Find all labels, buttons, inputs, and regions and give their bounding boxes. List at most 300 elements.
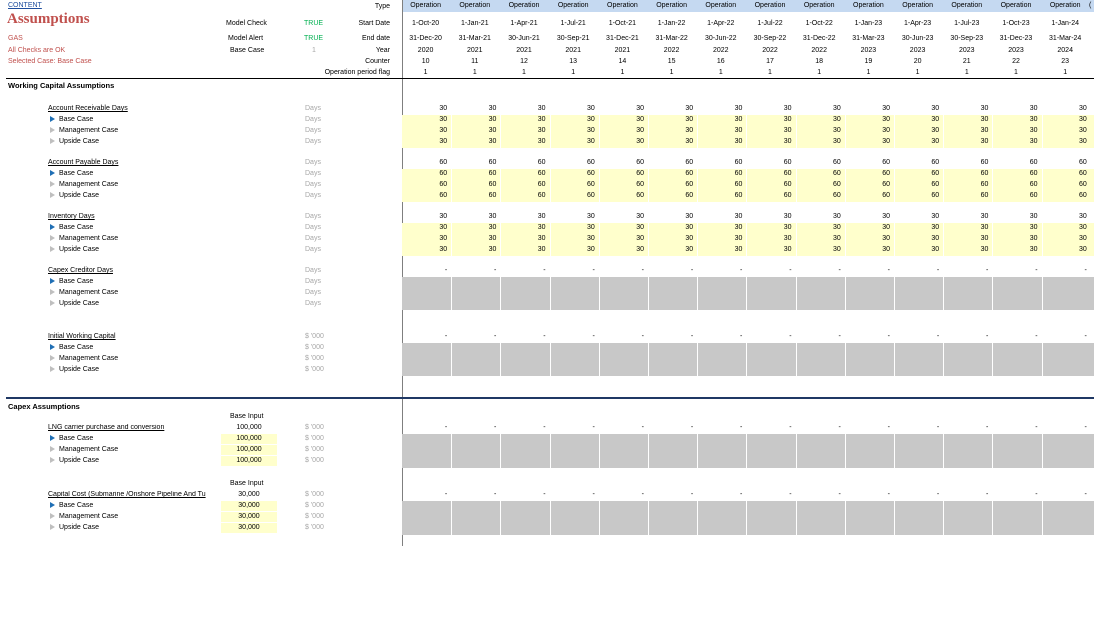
case-value-cell[interactable]: 30 bbox=[1078, 116, 1087, 123]
case-value-cell[interactable]: 60 bbox=[537, 181, 546, 188]
case-value-cell[interactable]: 60 bbox=[537, 192, 546, 199]
case-value-cell[interactable]: 30 bbox=[537, 246, 546, 253]
case-value-cell[interactable]: 30 bbox=[832, 127, 841, 134]
cell-gridline bbox=[648, 169, 649, 202]
case-value-cell[interactable]: 30 bbox=[1029, 246, 1038, 253]
column-end-date: 30-Sep-21 bbox=[556, 35, 590, 42]
case-value-cell[interactable]: 30 bbox=[636, 246, 644, 253]
wc-value-cell: 60 bbox=[586, 159, 595, 166]
wc-value-cell: 30 bbox=[931, 105, 940, 112]
case-value-cell[interactable]: 30 bbox=[832, 138, 841, 145]
case-value-cell[interactable]: 60 bbox=[439, 181, 448, 188]
case-value-cell[interactable]: 30 bbox=[980, 127, 989, 134]
case-value-cell[interactable]: 60 bbox=[1029, 192, 1038, 199]
cell-gridline bbox=[1042, 277, 1043, 310]
column-start-date: 1-Apr-23 bbox=[903, 20, 932, 27]
case-arrow-icon bbox=[50, 127, 55, 133]
wc-value-cell: 60 bbox=[685, 159, 694, 166]
cell-gridline bbox=[550, 434, 551, 468]
case-value-cell[interactable]: 30 bbox=[931, 138, 940, 145]
case-value-cell[interactable]: 30 bbox=[931, 246, 940, 253]
case-value-cell[interactable]: 30 bbox=[636, 224, 644, 231]
cell-gridline bbox=[894, 223, 895, 256]
case-value-cell[interactable]: 60 bbox=[980, 170, 989, 177]
column-type: Operation bbox=[902, 2, 933, 9]
column-year: 2023 bbox=[958, 47, 975, 54]
case-value-cell[interactable]: 60 bbox=[832, 192, 841, 199]
unit-label: $ '000 bbox=[305, 491, 324, 498]
capex-value-cell: - bbox=[1084, 491, 1087, 498]
case-value-cell[interactable]: 30 bbox=[1029, 127, 1038, 134]
case-value-cell[interactable]: 60 bbox=[685, 170, 694, 177]
case-value-cell[interactable]: 30 bbox=[980, 116, 989, 123]
column-operation-flag: 1 bbox=[1014, 69, 1018, 76]
content-link[interactable]: CONTENT bbox=[8, 2, 42, 9]
case-row-label[interactable] bbox=[50, 289, 118, 296]
unit-label: $ '000 bbox=[305, 355, 324, 362]
case-value-cell[interactable]: 30 bbox=[734, 246, 743, 253]
case-value-cell[interactable]: 60 bbox=[734, 192, 743, 199]
cell-gridline bbox=[451, 115, 452, 148]
cell-gridline bbox=[648, 434, 649, 468]
scenario-label: GAS bbox=[8, 35, 23, 42]
unit-label: Days bbox=[305, 159, 321, 166]
case-value-cell[interactable]: 60 bbox=[931, 181, 940, 188]
case-name: Management Case bbox=[59, 127, 119, 134]
case-value-cell[interactable]: 60 bbox=[734, 181, 743, 188]
case-value-cell[interactable]: 30 bbox=[931, 116, 940, 123]
case-name: Management Case bbox=[59, 513, 119, 520]
case-value-cell[interactable]: 60 bbox=[832, 170, 841, 177]
case-row-label[interactable] bbox=[50, 446, 118, 453]
unit-label: $ '000 bbox=[305, 333, 324, 340]
column-year: 2021 bbox=[466, 47, 483, 54]
wc-value-cell: - bbox=[641, 267, 644, 274]
base-case-value[interactable]: 1 bbox=[312, 47, 316, 54]
capex-value-cell: - bbox=[444, 491, 448, 498]
column-counter: 20 bbox=[913, 58, 922, 65]
case-name: Base Case bbox=[59, 344, 94, 351]
column-year: 2023 bbox=[909, 47, 926, 54]
case-value-cell[interactable]: 30 bbox=[685, 138, 694, 145]
unit-label: Days bbox=[305, 170, 321, 177]
case-value-cell[interactable]: 30 bbox=[931, 127, 940, 134]
cell-gridline bbox=[451, 223, 452, 256]
case-value-cell[interactable]: 60 bbox=[1078, 181, 1087, 188]
wc-value-cell: - bbox=[690, 267, 694, 274]
case-row-label[interactable] bbox=[50, 224, 93, 231]
case-value-cell[interactable]: 30 bbox=[832, 235, 841, 242]
cell-gridline bbox=[500, 501, 501, 535]
wc-value-cell: - bbox=[887, 333, 890, 340]
case-row-label[interactable] bbox=[50, 366, 99, 373]
case-value-cell[interactable]: 60 bbox=[439, 170, 448, 177]
case-value-cell[interactable]: 60 bbox=[636, 192, 644, 199]
cell-gridline bbox=[500, 223, 501, 256]
case-value-cell[interactable]: 30 bbox=[439, 246, 448, 253]
capex-value-cell: - bbox=[1035, 424, 1038, 431]
selected-case-status: Selected Case: Base Case bbox=[8, 58, 92, 65]
case-row-label[interactable] bbox=[50, 246, 99, 253]
cell-gridline bbox=[1042, 169, 1043, 202]
case-value-cell[interactable]: 60 bbox=[783, 181, 792, 188]
case-value-cell[interactable]: 30 bbox=[488, 138, 497, 145]
cell-gridline bbox=[796, 223, 797, 256]
cell-gridline bbox=[992, 434, 993, 468]
column-operation-flag: 1 bbox=[472, 69, 477, 76]
capex-value-cell: - bbox=[641, 424, 644, 431]
case-value-cell[interactable]: 30 bbox=[488, 235, 497, 242]
wc-group-title: Account Receivable Days bbox=[48, 105, 128, 112]
cell-gridline bbox=[550, 501, 551, 535]
column-year: 2020 bbox=[417, 47, 434, 54]
cell-gridline bbox=[894, 169, 895, 202]
case-value-cell[interactable]: 60 bbox=[586, 192, 595, 199]
column-counter: 11 bbox=[471, 58, 479, 65]
cell-gridline bbox=[697, 277, 698, 310]
case-value-cell[interactable]: 30 bbox=[1078, 224, 1087, 231]
wc-value-cell: 30 bbox=[832, 213, 841, 220]
cell-gridline bbox=[451, 169, 452, 202]
case-value-cell[interactable]: 30 bbox=[734, 138, 743, 145]
cell-gridline bbox=[451, 277, 452, 310]
wc-value-cell: - bbox=[986, 333, 989, 340]
column-year: 2021 bbox=[565, 47, 581, 54]
cell-gridline bbox=[697, 223, 698, 256]
wc-group-title: Initial Working Capital bbox=[48, 333, 116, 340]
case-input-field[interactable]: 30,000 bbox=[221, 501, 277, 511]
case-value-cell[interactable]: 60 bbox=[882, 181, 890, 188]
wc-value-cell: 60 bbox=[931, 159, 940, 166]
case-value-cell[interactable]: 30 bbox=[586, 235, 595, 242]
case-value-cell[interactable]: 60 bbox=[537, 170, 546, 177]
case-value-cell[interactable]: 30 bbox=[882, 116, 890, 123]
selected-case-arrow-icon bbox=[50, 435, 55, 441]
case-value-cell[interactable]: 60 bbox=[931, 192, 940, 199]
wc-value-cell: - bbox=[1035, 333, 1038, 340]
case-value-cell[interactable]: 30 bbox=[1029, 224, 1038, 231]
case-value-cell[interactable]: 60 bbox=[1078, 170, 1087, 177]
case-value-cell[interactable]: 60 bbox=[980, 192, 989, 199]
case-value-cell[interactable]: 30 bbox=[586, 224, 595, 231]
case-row-label[interactable] bbox=[50, 192, 99, 199]
cell-gridline bbox=[943, 343, 944, 376]
case-input-band[interactable] bbox=[402, 501, 1094, 535]
case-value-cell[interactable]: 30 bbox=[439, 235, 448, 242]
case-value-cell[interactable]: 60 bbox=[439, 192, 448, 199]
case-value-cell[interactable]: 30 bbox=[685, 116, 694, 123]
case-value-cell[interactable]: 30 bbox=[586, 116, 595, 123]
case-row-label[interactable] bbox=[50, 300, 99, 307]
cell-gridline bbox=[697, 434, 698, 468]
case-value-cell[interactable]: 30 bbox=[882, 138, 890, 145]
unit-label: Days bbox=[305, 192, 321, 199]
cell-gridline bbox=[796, 277, 797, 310]
case-row-label[interactable] bbox=[50, 127, 118, 134]
cell-gridline bbox=[599, 501, 600, 535]
column-start-date: 1-Apr-21 bbox=[510, 20, 538, 27]
column-end-date: 31-Mar-21 bbox=[458, 35, 491, 42]
wc-value-cell: - bbox=[690, 333, 694, 340]
wc-value-cell: - bbox=[740, 267, 743, 274]
capex-value-cell: - bbox=[543, 491, 546, 498]
case-name: Upside Case bbox=[59, 246, 100, 253]
case-input-field[interactable]: 100,000 bbox=[221, 445, 277, 455]
case-value-cell[interactable]: 60 bbox=[586, 181, 595, 188]
case-row-label[interactable] bbox=[50, 502, 93, 509]
case-value-cell[interactable]: 30 bbox=[734, 127, 743, 134]
cell-gridline bbox=[943, 434, 944, 468]
case-value-cell[interactable]: 60 bbox=[1078, 192, 1087, 199]
capex-value-cell: - bbox=[592, 491, 595, 498]
column-start-date: 1-Oct-22 bbox=[805, 20, 833, 27]
case-name: Base Case bbox=[59, 224, 94, 231]
cell-gridline bbox=[648, 115, 649, 148]
case-value-cell[interactable]: 30 bbox=[734, 235, 743, 242]
cell-gridline bbox=[697, 343, 698, 376]
case-value-cell[interactable]: 30 bbox=[882, 127, 890, 134]
case-value-cell[interactable]: 30 bbox=[734, 116, 743, 123]
case-value-cell[interactable]: 30 bbox=[685, 246, 694, 253]
case-value-cell[interactable]: 30 bbox=[980, 235, 989, 242]
cell-gridline bbox=[451, 501, 452, 535]
wc-group-title: Account Payable Days bbox=[48, 159, 119, 166]
cell-gridline bbox=[599, 277, 600, 310]
case-value-cell[interactable]: 60 bbox=[931, 170, 940, 177]
case-value-cell[interactable]: 30 bbox=[832, 224, 841, 231]
case-value-cell[interactable]: 30 bbox=[783, 138, 792, 145]
case-value-cell[interactable]: 30 bbox=[931, 224, 940, 231]
case-value-cell[interactable]: 60 bbox=[1029, 181, 1038, 188]
case-value-cell[interactable]: 60 bbox=[586, 170, 595, 177]
case-row-label[interactable] bbox=[50, 355, 118, 362]
selected-case-arrow-icon bbox=[50, 502, 55, 508]
column-operation-flag: 1 bbox=[669, 69, 674, 76]
case-value-cell[interactable]: 60 bbox=[636, 181, 644, 188]
column-operation-flag: 1 bbox=[522, 69, 526, 76]
case-value-cell[interactable]: 30 bbox=[1078, 235, 1087, 242]
column-counter: 15 bbox=[667, 58, 676, 65]
case-value-cell[interactable]: 60 bbox=[488, 192, 497, 199]
case-value-cell[interactable]: 30 bbox=[636, 235, 644, 242]
cell-gridline bbox=[697, 169, 698, 202]
wc-value-cell: 30 bbox=[783, 213, 792, 220]
cell-gridline bbox=[746, 343, 747, 376]
case-row-label[interactable] bbox=[50, 138, 99, 145]
wc-value-cell: 30 bbox=[931, 213, 940, 220]
case-value-cell[interactable]: 30 bbox=[439, 116, 448, 123]
selected-case-arrow-icon bbox=[50, 278, 55, 284]
cell-gridline bbox=[796, 169, 797, 202]
capex-value-cell: - bbox=[936, 424, 940, 431]
capex-value-cell: - bbox=[494, 491, 497, 498]
column-year: 2023 bbox=[860, 47, 877, 54]
column-counter: 18 bbox=[815, 58, 824, 65]
cell-gridline bbox=[550, 223, 551, 256]
case-row-label[interactable] bbox=[50, 116, 93, 123]
case-value-cell[interactable]: 60 bbox=[636, 170, 644, 177]
column-end-date: 31-Dec-22 bbox=[802, 35, 836, 42]
case-row-label[interactable] bbox=[50, 435, 93, 442]
unit-label: $ '000 bbox=[305, 424, 324, 431]
case-input-band[interactable] bbox=[402, 343, 1094, 376]
capex-value-cell: - bbox=[936, 491, 940, 498]
case-value-cell[interactable]: 30 bbox=[783, 235, 792, 242]
case-input-field[interactable]: 100,000 bbox=[221, 434, 277, 444]
case-value-cell[interactable]: 30 bbox=[783, 116, 792, 123]
case-row-label[interactable] bbox=[50, 344, 93, 351]
case-value-cell[interactable]: 30 bbox=[488, 246, 497, 253]
case-value-cell[interactable]: 30 bbox=[1078, 127, 1087, 134]
capex-value-cell: - bbox=[1084, 424, 1087, 431]
case-value-cell[interactable]: 30 bbox=[439, 127, 448, 134]
column-start-date: 1-Jan-23 bbox=[854, 20, 883, 27]
case-value-cell[interactable]: 30 bbox=[685, 224, 694, 231]
case-value-cell[interactable]: 30 bbox=[488, 116, 497, 123]
case-value-cell[interactable]: 30 bbox=[1078, 246, 1087, 253]
unit-label: $ '000 bbox=[305, 366, 324, 373]
case-name: Base Case bbox=[59, 502, 94, 509]
cell-gridline bbox=[599, 434, 600, 468]
case-value-cell[interactable]: 30 bbox=[537, 127, 546, 134]
case-value-cell[interactable]: 60 bbox=[783, 170, 792, 177]
case-value-cell[interactable]: 30 bbox=[636, 127, 644, 134]
wc-value-cell: 30 bbox=[439, 105, 448, 112]
wc-value-cell: 60 bbox=[783, 159, 792, 166]
case-value-cell[interactable]: 60 bbox=[488, 181, 497, 188]
cell-gridline bbox=[943, 277, 944, 310]
column-type: Operation bbox=[754, 2, 786, 9]
unit-label: Days bbox=[305, 267, 321, 274]
case-name: Management Case bbox=[59, 446, 119, 453]
case-value-cell[interactable]: 30 bbox=[586, 138, 595, 145]
cell-gridline bbox=[500, 277, 501, 310]
case-row-label[interactable] bbox=[50, 278, 93, 285]
case-value-cell[interactable]: 30 bbox=[488, 127, 497, 134]
column-start-date: 1-Apr-22 bbox=[707, 20, 735, 27]
case-value-cell[interactable]: 30 bbox=[537, 138, 546, 145]
wc-value-cell: 30 bbox=[488, 105, 497, 112]
case-value-cell[interactable]: 30 bbox=[931, 235, 940, 242]
case-name: Base Case bbox=[59, 278, 94, 285]
case-arrow-icon bbox=[50, 181, 55, 187]
case-value-cell[interactable]: 60 bbox=[685, 192, 694, 199]
case-arrow-icon bbox=[50, 446, 55, 452]
case-value-cell[interactable]: 30 bbox=[488, 224, 497, 231]
wc-value-cell: - bbox=[936, 333, 940, 340]
column-type: Operation bbox=[705, 2, 737, 9]
wc-value-cell: - bbox=[986, 267, 989, 274]
case-input-band[interactable] bbox=[402, 434, 1094, 468]
case-name: Management Case bbox=[59, 181, 119, 188]
case-row-label[interactable] bbox=[50, 181, 118, 188]
case-value-cell[interactable]: 30 bbox=[832, 246, 841, 253]
case-name: Management Case bbox=[59, 355, 119, 362]
case-value-cell[interactable]: 30 bbox=[1029, 235, 1038, 242]
cell-gridline bbox=[550, 169, 551, 202]
case-value-cell[interactable]: 30 bbox=[980, 246, 989, 253]
case-value-cell[interactable]: 60 bbox=[882, 192, 890, 199]
column-end-date: 30-Jun-23 bbox=[901, 35, 934, 42]
case-row-label[interactable] bbox=[50, 235, 118, 242]
case-value-cell[interactable]: 30 bbox=[439, 224, 448, 231]
case-arrow-icon bbox=[50, 513, 55, 519]
column-counter: 16 bbox=[716, 58, 725, 65]
case-value-cell[interactable]: 30 bbox=[636, 116, 644, 123]
wc-value-cell: 30 bbox=[1029, 105, 1038, 112]
column-operation-flag: 1 bbox=[866, 69, 871, 76]
case-value-cell[interactable]: 60 bbox=[1029, 170, 1038, 177]
capex-value-cell: - bbox=[690, 491, 694, 498]
case-input-band[interactable] bbox=[402, 277, 1094, 310]
case-value-cell[interactable]: 30 bbox=[1029, 138, 1038, 145]
case-value-cell[interactable]: 30 bbox=[537, 224, 546, 231]
case-value-cell[interactable]: 30 bbox=[586, 246, 595, 253]
case-value-cell[interactable]: 30 bbox=[537, 235, 546, 242]
case-value-cell[interactable]: 30 bbox=[586, 127, 595, 134]
case-input-field[interactable]: 30,000 bbox=[221, 512, 277, 522]
case-value-cell[interactable]: 30 bbox=[882, 235, 890, 242]
case-value-cell[interactable]: 60 bbox=[783, 192, 792, 199]
case-row-label[interactable] bbox=[50, 513, 118, 520]
wc-value-cell: - bbox=[592, 333, 595, 340]
wc-value-cell: 60 bbox=[439, 159, 448, 166]
case-value-cell[interactable]: 30 bbox=[439, 138, 448, 145]
case-value-cell[interactable]: 30 bbox=[685, 235, 694, 242]
case-value-cell[interactable]: 60 bbox=[734, 170, 743, 177]
case-value-cell[interactable]: 30 bbox=[783, 246, 792, 253]
operation-flag-label: Operation period flag bbox=[324, 69, 390, 76]
case-value-cell[interactable]: 30 bbox=[783, 127, 792, 134]
case-value-cell[interactable]: 30 bbox=[1029, 116, 1038, 123]
case-input-field[interactable]: 30,000 bbox=[221, 523, 277, 533]
case-value-cell[interactable]: 60 bbox=[832, 181, 841, 188]
column-start-date: 1-Oct-23 bbox=[1002, 20, 1030, 27]
case-value-cell[interactable]: 30 bbox=[882, 224, 890, 231]
case-value-cell[interactable]: 30 bbox=[832, 116, 841, 123]
case-value-cell[interactable]: 60 bbox=[980, 181, 989, 188]
end-date-label: End date bbox=[361, 35, 390, 42]
case-row-label[interactable] bbox=[50, 524, 99, 531]
case-value-cell[interactable]: 60 bbox=[685, 181, 694, 188]
case-value-cell[interactable]: 30 bbox=[980, 224, 989, 231]
cell-gridline bbox=[845, 277, 846, 310]
case-value-cell[interactable]: 30 bbox=[636, 138, 644, 145]
case-row-label[interactable] bbox=[50, 457, 99, 464]
case-value-cell[interactable]: 30 bbox=[685, 127, 694, 134]
case-value-cell[interactable]: 30 bbox=[783, 224, 792, 231]
cell-gridline bbox=[992, 115, 993, 148]
case-value-cell[interactable]: 30 bbox=[1078, 138, 1087, 145]
column-counter: 23 bbox=[1061, 58, 1070, 65]
wc-value-cell: 30 bbox=[1078, 213, 1087, 220]
wc-value-cell: 60 bbox=[537, 159, 546, 166]
case-row-label[interactable] bbox=[50, 170, 93, 177]
case-value-cell[interactable]: 60 bbox=[488, 170, 497, 177]
case-value-cell[interactable]: 30 bbox=[882, 246, 890, 253]
case-value-cell[interactable]: 60 bbox=[882, 170, 890, 177]
column-operation-flag: 1 bbox=[423, 69, 428, 76]
cell-gridline bbox=[746, 434, 747, 468]
wc-value-cell: 30 bbox=[685, 213, 694, 220]
case-value-cell[interactable]: 30 bbox=[980, 138, 989, 145]
column-end-date: 31-Mar-22 bbox=[655, 35, 688, 42]
case-input-field[interactable]: 100,000 bbox=[221, 456, 277, 466]
unit-label: Days bbox=[305, 278, 321, 285]
case-value-cell[interactable]: 30 bbox=[537, 116, 546, 123]
case-value-cell[interactable]: 30 bbox=[734, 224, 743, 231]
case-name: Management Case bbox=[59, 235, 119, 242]
